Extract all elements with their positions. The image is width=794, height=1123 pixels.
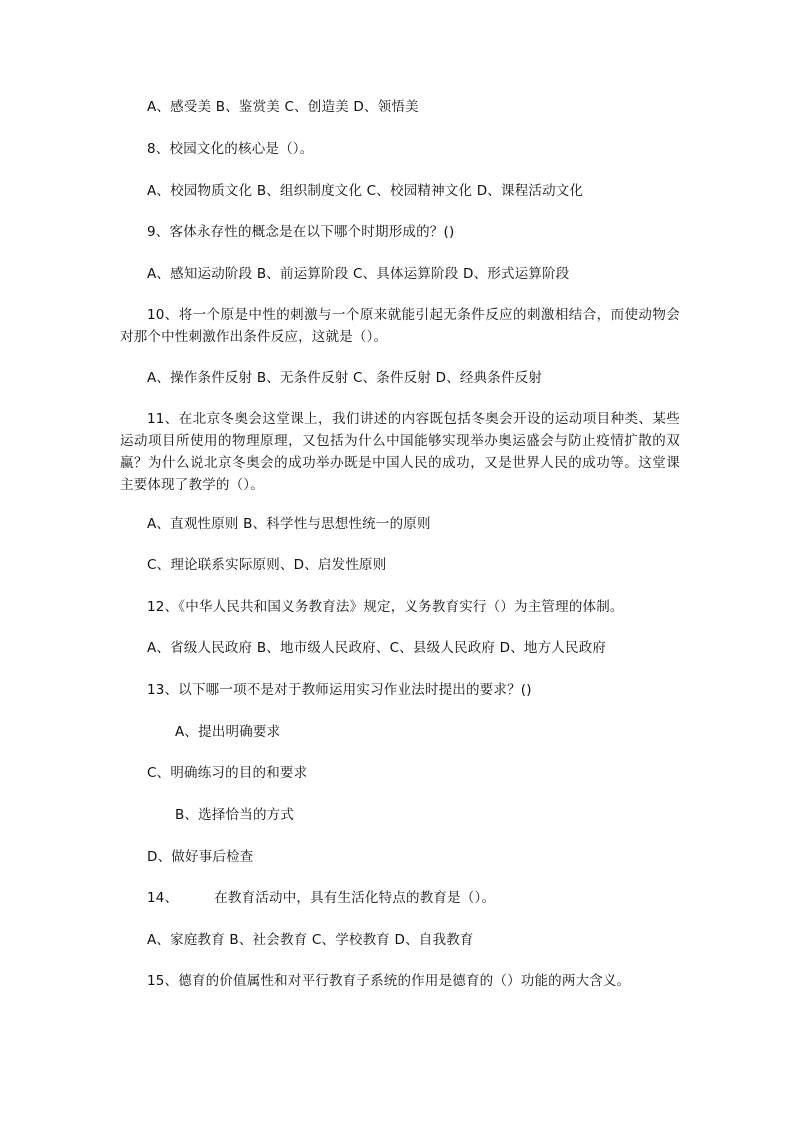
q15-question: 15、德育的价值属性和对平行教育子系统的作用是德育的（）功能的两大含义。 — [147, 973, 631, 989]
q9-question: 9、客体永存性的概念是在以下哪个时期形成的？() — [147, 224, 455, 240]
q9-options: A、感知运动阶段 B、前运算阶段 C、具体运算阶段 D、形式运算阶段 — [147, 266, 570, 282]
q14-question: 14、 在教育活动中，具有生活化特点的教育是（）。 — [147, 890, 496, 906]
q12-question: 12、《中华人民共和国义务教育法》规定，义务教育实行（）为主管理的体制。 — [147, 599, 624, 615]
q12-options: A、省级人民政府 B、地市级人民政府、C、县级人民政府 D、地方人民政府 — [147, 640, 607, 656]
q13-option-c: C、明确练习的目的和要求 — [147, 765, 308, 781]
q14-options: A、家庭教育 B、社会教育 C、学校教育 D、自我教育 — [147, 932, 474, 948]
q8-question: 8、校园文化的核心是（）。 — [147, 141, 314, 157]
q13-question: 13、以下哪一项不是对于教师运用实习作业法时提出的要求？() — [147, 682, 532, 698]
q11-options-ab: A、直观性原则 B、科学性与思想性统一的原则 — [147, 516, 431, 532]
q10-options: A、操作条件反射 B、无条件反射 C、条件反射 D、经典条件反射 — [147, 370, 543, 386]
q13-option-d: D、做好事后检查 — [147, 849, 254, 865]
q13-option-a: A、提出明确要求 — [175, 724, 281, 740]
q10-question: 10、将一个原是中性的刺激与一个原来就能引起无条件反应的刺激相结合，而使动物会对那个中性刺激作出条件反应，这就是（）。 — [120, 307, 680, 345]
q7-options: A、感受美 B、鉴赏美 C、创造美 D、领悟美 — [147, 99, 419, 115]
q11-question: 11、在北京冬奥会这堂课上，我们讲述的内容既包括冬奥会开设的运动项目种类、某些运动项目所使用的物理原理，又包括为什么中国能够实现举办奥运盛会与防止疫情扩散的双赢？为什么说北京冬奥会的成功举办既是中国人民的成功，又是世界人民的成功等。这堂课主要体现了教学的（）。 — [120, 411, 680, 493]
q11-options-cd: C、理论联系实际原则、D、启发性原则 — [147, 557, 387, 573]
q13-option-b: B、选择恰当的方式 — [175, 807, 295, 823]
q8-options: A、校园物质文化 B、组织制度文化 C、校园精神文化 D、课程活动文化 — [147, 183, 584, 199]
